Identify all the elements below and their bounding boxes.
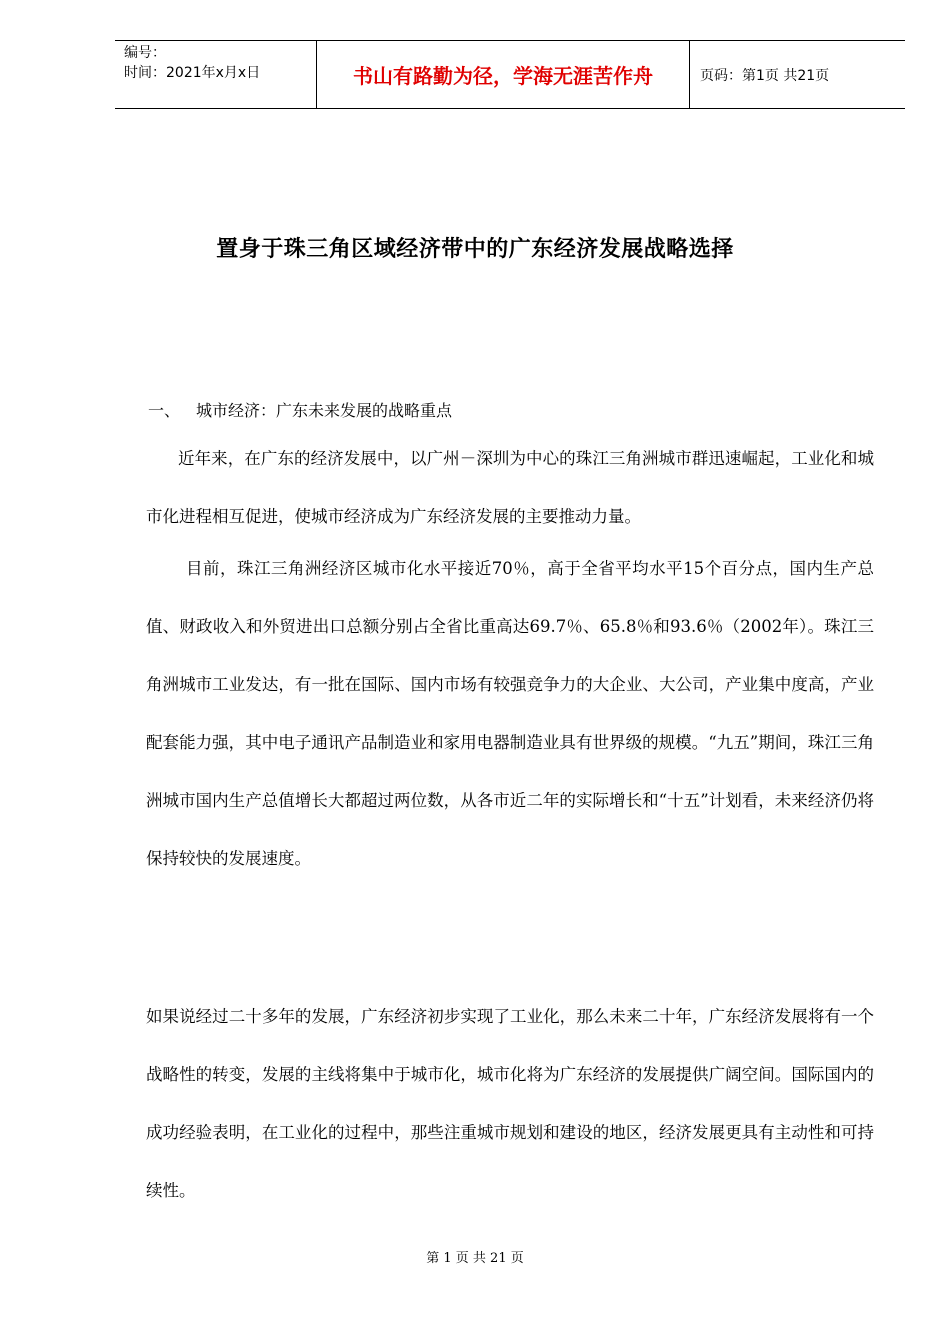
section-number: 一、 xyxy=(148,401,181,420)
header-meta xyxy=(115,41,316,108)
page-header xyxy=(115,40,905,109)
serial-label: 编号： xyxy=(124,45,166,61)
section-title: 城市经济：广东未来发展的战略重点 xyxy=(196,401,453,420)
page-footer: 第 1 页 共 21 页 xyxy=(426,1251,524,1266)
paragraph-1: 近年来，在广东的经济发展中，以广州－深圳为中心的珠江三角洲城市群迅速崛起，工业化和城市化进程相互促进，使城市经济成为广东经济发展的主要推动力量。 xyxy=(146,449,874,526)
document-title: 置身于珠三角区域经济带中的广东经济发展战略选择 xyxy=(216,237,734,262)
section-heading xyxy=(148,398,452,421)
header-motto: 书山有路勤为径，学海无涯苦作舟 xyxy=(316,41,690,108)
paragraph-2: 目前，珠江三角洲经济区城市化水平接近70％，高于全省平均水平15个百分点，国内生产总值、财政收入和外贸进出口总额分别占全省比重高达69.7％、65.8％和93.6％（2002年）。珠江三角洲城市工业发达，有一批在国际、国内市场有较强竞争力的大企业、大公司，产业集中度高，产业配套能力强，其中电子通讯产品制造业和家用电器制造业具有世界级的规模。“九五”期间，珠江三角洲城市国内生产总值增长大都超过两位数，从各市近二年的实际增长和“十五”计划看，未来经济仍将保持较快的发展速度。 xyxy=(146,559,874,868)
header-page-info: 页码：第1页 共21页 xyxy=(700,67,830,84)
paragraph-3: 如果说经过二十多年的发展，广东经济初步实现了工业化，那么未来二十年，广东经济发展将有一个战略性的转变，发展的主线将集中于城市化，城市化将为广东经济的发展提供广阔空间。国际国内的成功经验表明，在工业化的过程中，那些注重城市规划和建设的地区，经济发展更具有主动性和可持续性。 xyxy=(146,1007,874,1200)
date-line: 时间：2021年x月x日 xyxy=(124,65,261,81)
